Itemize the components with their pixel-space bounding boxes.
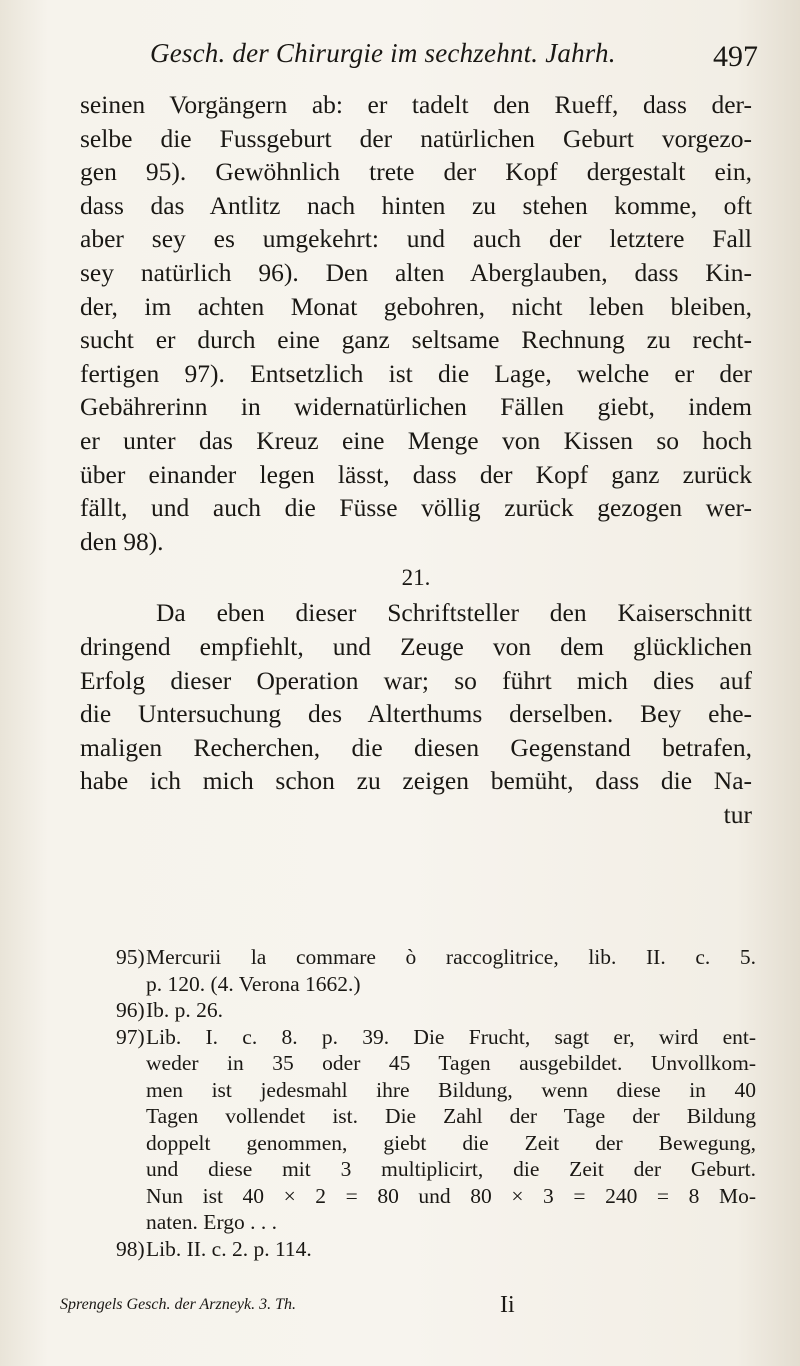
main-text xyxy=(80,88,752,831)
text-line: der, im achten Monat gebohren, nicht leben bleiben, xyxy=(80,291,752,321)
text-line: sucht er durch eine ganz seltsame Rechnung zu recht- xyxy=(80,325,752,355)
footnote-line: Nun ist 40 × 2 = 80 und 80 × 3 = 240 = 8 Mo- xyxy=(146,1183,756,1208)
text-line: die Untersuchung des Alterthums derselben. Bey ehe- xyxy=(80,699,752,729)
footnote-line: naten. Ergo . . . xyxy=(146,1210,277,1234)
footnote xyxy=(116,1024,756,1236)
page-footer xyxy=(60,1292,760,1326)
text-line: sey natürlich 96). Den alten Aberglauben, dass Kin- xyxy=(80,257,752,287)
text-line: Gebährerinn in widernatürlichen Fällen giebt, indem xyxy=(80,392,752,422)
text-line: über einander legen lässt, dass der Kopf ganz zurück xyxy=(80,459,752,489)
section-number: 21. xyxy=(401,565,431,591)
paragraph xyxy=(80,88,752,558)
text-line: selbe die Fussgeburt der natürlichen Geburt vorgezo- xyxy=(80,123,752,153)
text-line: seinen Vorgängern ab: er tadelt den Rueff, dass der- xyxy=(80,90,752,119)
footnote-line: Ib. p. 26. xyxy=(146,998,224,1022)
text-line: Erfolg dieser Operation war; so führt mich dies auf xyxy=(80,665,752,695)
footnote xyxy=(116,944,756,997)
footnote xyxy=(116,1236,756,1263)
signature-mark: Ii xyxy=(500,1292,515,1318)
footnote-line: Mercurii la commare ò raccoglitrice, lib. II. c. 5. xyxy=(146,945,756,969)
text-line: aber sey es umgekehrt: und auch der letztere Fall xyxy=(80,224,752,254)
running-title: Gesch. der Chirurgie im sechzehnt. Jahrh. xyxy=(150,38,616,68)
footnote-line: weder in 35 oder 45 Tagen ausgebildet. Unvollkom- xyxy=(146,1051,756,1075)
footnote-number: 96) xyxy=(116,998,145,1022)
text-line: Da eben dieser Schriftsteller den Kaiserschnitt xyxy=(156,598,752,628)
page-header xyxy=(150,38,770,78)
text-line: fertigen 97). Entsetzlich ist die Lage, welche er der xyxy=(80,358,752,388)
footnote-line: Tagen vollendet ist. Die Zahl der Tage der Bildung xyxy=(146,1104,756,1128)
printer-signature: Sprengels Gesch. der Arzneyk. 3. Th. xyxy=(60,1296,296,1313)
footnote-number: 97) xyxy=(116,1024,145,1049)
text-line: habe ich mich schon zu zeigen bemüht, dass die Na- xyxy=(80,766,752,796)
footnote-line: Lib. II. c. 2. p. 114. xyxy=(146,1236,312,1261)
footnote-number: 98) xyxy=(116,1236,145,1261)
text-line: dringend empfiehlt, und Zeuge von dem glücklichen xyxy=(80,631,752,661)
paragraph xyxy=(80,596,752,831)
text-line: fällt, und auch die Füsse völlig zurück gezogen wer- xyxy=(80,493,752,523)
footnote-line: doppelt genommen, giebt die Zeit der Bewegung, xyxy=(146,1130,756,1155)
text-line: gen 95). Gewöhnlich trete der Kopf dergestalt ein, xyxy=(80,157,752,187)
footnote-line: Lib. I. c. 8. p. 39. Die Frucht, sagt er, wird ent- xyxy=(146,1024,756,1049)
page-number: 497 xyxy=(713,40,758,73)
footnotes xyxy=(116,944,756,1262)
footnote xyxy=(116,997,756,1024)
text-line: er unter das Kreuz eine Menge von Kissen so hoch xyxy=(80,425,752,455)
footnote-number: 95) xyxy=(116,945,145,969)
text-line: den 98). xyxy=(80,526,164,556)
text-line: maligen Recherchen, die diesen Gegenstand betrafen, xyxy=(80,732,752,762)
text-line: dass das Antlitz nach hinten zu stehen komme, oft xyxy=(80,190,752,220)
footnote-line: men ist jedesmahl ihre Bildung, wenn diese in 40 xyxy=(146,1077,756,1102)
catchword: tur xyxy=(723,799,752,829)
footnote-line: und diese mit 3 multiplicirt, die Zeit der Geburt. xyxy=(146,1157,756,1181)
footnote-line: p. 120. (4. Verona 1662.) xyxy=(146,971,361,996)
